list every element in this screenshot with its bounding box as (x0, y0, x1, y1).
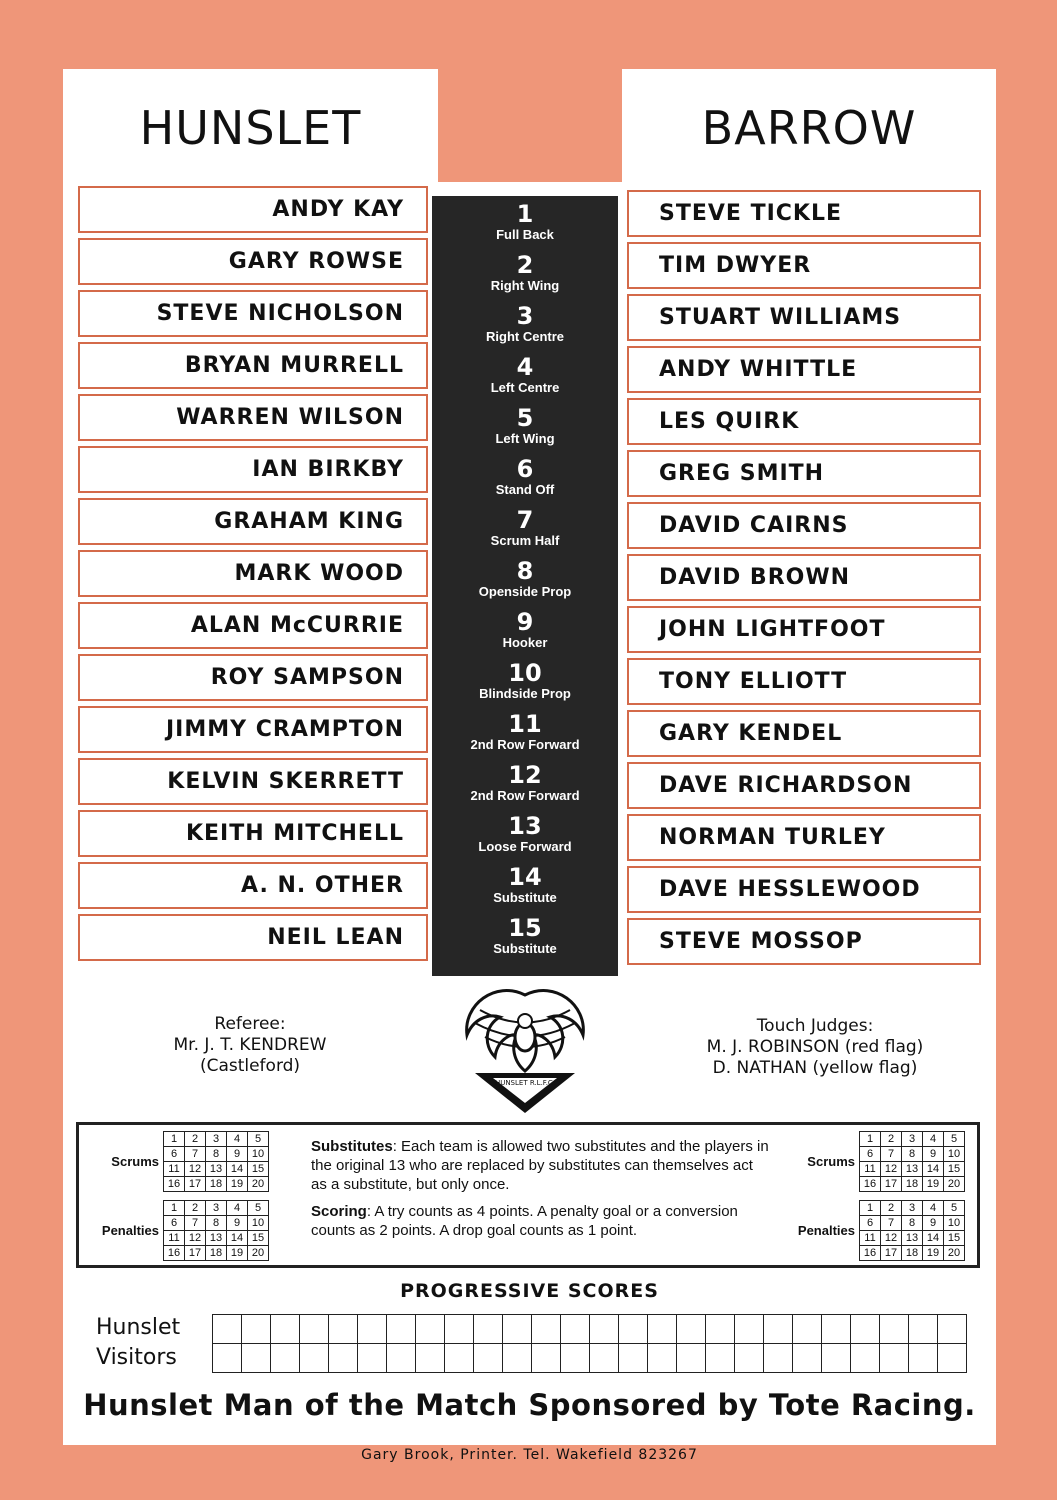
penalties-label: Penalties (797, 1223, 855, 1238)
score-box (648, 1315, 677, 1344)
grid-cell: 16 (860, 1177, 881, 1192)
score-box (677, 1315, 706, 1344)
score-box (735, 1315, 764, 1344)
grid-cell: 3 (206, 1201, 227, 1216)
grid-cell: 8 (206, 1147, 227, 1162)
position-number: 6 (516, 455, 534, 483)
number-grid (163, 1200, 269, 1261)
position-number: 15 (508, 914, 542, 942)
away-player-row: TONY ELLIOTT (627, 658, 981, 705)
position-item (432, 451, 618, 502)
grid-cell: 17 (185, 1246, 206, 1261)
score-box (329, 1315, 358, 1344)
score-box (445, 1344, 474, 1373)
grid-cell: 16 (860, 1246, 881, 1261)
touch-judge-2: D. NATHAN (yellow flag) (712, 1058, 918, 1078)
scrums-label: Scrums (111, 1154, 159, 1169)
home-team-title: HUNSLET (63, 69, 438, 187)
away-player-row: GARY KENDEL (627, 710, 981, 757)
grid-cell: 1 (860, 1201, 881, 1216)
grid-cell: 12 (881, 1231, 902, 1246)
score-box (822, 1344, 851, 1373)
position-item (432, 400, 618, 451)
score-box (358, 1344, 387, 1373)
score-box (474, 1344, 503, 1373)
position-label: Blindside Prop (479, 686, 571, 701)
grid-cell: 14 (227, 1162, 248, 1177)
grid-cell: 7 (185, 1216, 206, 1231)
grid-cell: 2 (881, 1201, 902, 1216)
score-box (532, 1315, 561, 1344)
grid-cell: 9 (227, 1147, 248, 1162)
grid-cell: 18 (206, 1246, 227, 1261)
away-penalties-grid (779, 1200, 965, 1261)
scoring-text: : A try counts as 4 points. A penalty goal or a conversion counts as 2 points. A drop goal counts as 1 point. (311, 1203, 738, 1239)
away-team-title: BARROW (622, 69, 996, 187)
home-player-row: ANDY KAY (78, 186, 428, 233)
score-box (590, 1315, 619, 1344)
score-box (503, 1315, 532, 1344)
grid-cell: 19 (227, 1177, 248, 1192)
home-scrums-grid (83, 1131, 269, 1192)
touch-judges-block (640, 1016, 990, 1079)
grid-cell: 6 (164, 1216, 185, 1231)
home-player-row: MARK WOOD (78, 550, 428, 597)
printer-credit: Gary Brook, Printer. Tel. Wakefield 823267 (361, 1447, 698, 1463)
away-player-row: LES QUIRK (627, 398, 981, 445)
home-penalties-grid (83, 1200, 269, 1261)
score-box (735, 1344, 764, 1373)
touch-judges-heading: Touch Judges: (756, 1016, 874, 1036)
position-item (432, 706, 618, 757)
away-player-row: DAVID CAIRNS (627, 502, 981, 549)
position-label: Substitute (493, 890, 557, 905)
position-number: 2 (516, 251, 534, 279)
position-label: Right Centre (486, 329, 564, 344)
grid-cell: 20 (248, 1246, 269, 1261)
home-player-row: GARY ROWSE (78, 238, 428, 285)
position-number: 14 (508, 863, 542, 891)
score-box (619, 1344, 648, 1373)
grid-cell: 20 (248, 1177, 269, 1192)
grid-cell: 18 (902, 1177, 923, 1192)
away-player-row: STUART WILLIAMS (627, 294, 981, 341)
position-number: 7 (516, 506, 534, 534)
number-grid (859, 1200, 965, 1261)
away-scrums-grid (779, 1131, 965, 1192)
grid-cell: 17 (881, 1246, 902, 1261)
grid-cell: 10 (944, 1216, 965, 1231)
grid-cell: 14 (923, 1162, 944, 1177)
score-box (648, 1344, 677, 1373)
grid-cell: 8 (902, 1216, 923, 1231)
rules-text (311, 1137, 771, 1248)
grid-cell: 1 (164, 1132, 185, 1147)
position-item (432, 859, 618, 910)
home-player-row: IAN BIRKBY (78, 446, 428, 493)
grid-cell: 10 (248, 1216, 269, 1231)
grid-cell: 1 (860, 1132, 881, 1147)
positions-panel (432, 196, 618, 976)
grid-cell: 18 (206, 1177, 227, 1192)
position-number: 8 (516, 557, 534, 585)
position-item (432, 604, 618, 655)
grid-cell: 5 (248, 1132, 269, 1147)
position-label: Openside Prop (478, 584, 572, 599)
away-player-row: TIM DWYER (627, 242, 981, 289)
grid-cell: 4 (923, 1201, 944, 1216)
grid-cell: 13 (902, 1162, 923, 1177)
score-box (329, 1344, 358, 1373)
position-label: Hooker (502, 635, 548, 650)
position-label: Loose Forward (478, 839, 572, 854)
visitors-score-label: Visitors (96, 1345, 177, 1370)
score-box (909, 1344, 938, 1373)
score-box (677, 1344, 706, 1373)
home-lineup (78, 186, 428, 966)
home-player-row: KELVIN SKERRETT (78, 758, 428, 805)
score-box (619, 1315, 648, 1344)
away-player-row: DAVID BROWN (627, 554, 981, 601)
position-number: 13 (508, 812, 542, 840)
touch-judge-1: M. J. ROBINSON (red flag) (706, 1037, 924, 1057)
grid-cell: 5 (944, 1132, 965, 1147)
grid-cell: 16 (164, 1177, 185, 1192)
score-box (851, 1315, 880, 1344)
score-box (213, 1344, 242, 1373)
position-label: Left Wing (495, 431, 555, 446)
grid-cell: 20 (944, 1177, 965, 1192)
position-label: Scrum Half (490, 533, 560, 548)
grid-cell: 2 (185, 1132, 206, 1147)
away-player-row: STEVE TICKLE (627, 190, 981, 237)
grid-cell: 12 (881, 1162, 902, 1177)
away-player-row: GREG SMITH (627, 450, 981, 497)
score-box (851, 1344, 880, 1373)
home-player-row: A. N. OTHER (78, 862, 428, 909)
score-box (445, 1315, 474, 1344)
grid-cell: 6 (164, 1147, 185, 1162)
penalties-label: Penalties (101, 1223, 159, 1238)
grid-cell: 9 (227, 1216, 248, 1231)
score-box (822, 1315, 851, 1344)
position-item (432, 247, 618, 298)
score-box (561, 1344, 590, 1373)
grid-cell: 11 (860, 1162, 881, 1177)
score-box (793, 1344, 822, 1373)
grid-cell: 1 (164, 1201, 185, 1216)
grid-cell: 5 (248, 1201, 269, 1216)
score-box (474, 1315, 503, 1344)
score-box (358, 1315, 387, 1344)
grid-cell: 13 (902, 1231, 923, 1246)
referee-heading: Referee: (214, 1014, 286, 1034)
grid-cell: 4 (227, 1201, 248, 1216)
grid-cell: 7 (881, 1216, 902, 1231)
score-box (706, 1315, 735, 1344)
grid-cell: 14 (227, 1231, 248, 1246)
scoring-rule (311, 1202, 771, 1240)
grid-cell: 13 (206, 1162, 227, 1177)
position-item (432, 298, 618, 349)
home-player-row: BRYAN MURRELL (78, 342, 428, 389)
position-item (432, 910, 618, 961)
position-item (432, 808, 618, 859)
grid-cell: 2 (881, 1132, 902, 1147)
substitutes-text: : Each team is allowed two substitutes and the players in the original 13 who are replaced by substitutes can themselves act as a substitute, but only once. (311, 1138, 769, 1193)
referee-block (130, 1014, 370, 1077)
position-number: 5 (516, 404, 534, 432)
position-number: 4 (516, 353, 534, 381)
grid-cell: 5 (944, 1201, 965, 1216)
position-item (432, 655, 618, 706)
grid-cell: 13 (206, 1231, 227, 1246)
position-number: 10 (508, 659, 542, 687)
grid-cell: 2 (185, 1201, 206, 1216)
position-label: Substitute (493, 941, 557, 956)
away-player-row: STEVE MOSSOP (627, 918, 981, 965)
crest-text: HUNSLET R.L.F.C. (494, 1079, 556, 1087)
score-box (213, 1315, 242, 1344)
home-player-row: ROY SAMPSON (78, 654, 428, 701)
score-box (706, 1344, 735, 1373)
score-box (242, 1344, 271, 1373)
grid-cell: 4 (227, 1132, 248, 1147)
position-number: 12 (508, 761, 542, 789)
number-grid (859, 1131, 965, 1192)
position-item (432, 196, 618, 247)
home-player-row: STEVE NICHOLSON (78, 290, 428, 337)
grid-cell: 12 (185, 1162, 206, 1177)
club-crest-icon (455, 975, 595, 1115)
grid-cell: 10 (944, 1147, 965, 1162)
position-item (432, 349, 618, 400)
score-box (590, 1344, 619, 1373)
grid-cell: 20 (944, 1246, 965, 1261)
position-label: 2nd Row Forward (470, 737, 580, 752)
grid-cell: 7 (185, 1147, 206, 1162)
position-label: Right Wing (490, 278, 560, 293)
away-player-row: JOHN LIGHTFOOT (627, 606, 981, 653)
number-grid (163, 1131, 269, 1192)
grid-cell: 19 (923, 1177, 944, 1192)
away-player-row: DAVE HESSLEWOOD (627, 866, 981, 913)
grid-cell: 10 (248, 1147, 269, 1162)
score-box (416, 1344, 445, 1373)
grid-cell: 17 (185, 1177, 206, 1192)
grid-cell: 3 (206, 1132, 227, 1147)
position-number: 11 (508, 710, 542, 738)
grid-cell: 19 (923, 1246, 944, 1261)
position-number: 9 (516, 608, 534, 636)
grid-cell: 7 (881, 1147, 902, 1162)
score-box (793, 1315, 822, 1344)
grid-cell: 3 (902, 1201, 923, 1216)
grid-cell: 15 (944, 1162, 965, 1177)
referee-name: Mr. J. T. KENDREW (173, 1035, 327, 1055)
position-item (432, 757, 618, 808)
position-label: Full Back (496, 227, 554, 242)
progressive-score-grid (212, 1314, 967, 1373)
scoring-heading: Scoring (311, 1203, 367, 1220)
grid-cell: 18 (902, 1246, 923, 1261)
grid-cell: 6 (860, 1147, 881, 1162)
scrums-label: Scrums (807, 1154, 855, 1169)
away-player-row: NORMAN TURLEY (627, 814, 981, 861)
grid-cell: 19 (227, 1246, 248, 1261)
grid-cell: 11 (164, 1162, 185, 1177)
grid-cell: 3 (902, 1132, 923, 1147)
score-box (416, 1315, 445, 1344)
position-number: 1 (516, 200, 534, 228)
grid-cell: 11 (164, 1231, 185, 1246)
away-lineup (627, 190, 981, 970)
grid-cell: 15 (944, 1231, 965, 1246)
grid-cell: 12 (185, 1231, 206, 1246)
sponsor-line: Hunslet Man of the Match Sponsored by Tote Racing. (83, 1388, 976, 1422)
away-player-row: ANDY WHITTLE (627, 346, 981, 393)
score-box (938, 1344, 967, 1373)
home-player-row: JIMMY CRAMPTON (78, 706, 428, 753)
grid-cell: 15 (248, 1231, 269, 1246)
position-number: 3 (516, 302, 534, 330)
grid-cell: 17 (881, 1177, 902, 1192)
score-box (271, 1315, 300, 1344)
home-player-row: ALAN McCURRIE (78, 602, 428, 649)
score-box (532, 1344, 561, 1373)
score-box (300, 1344, 329, 1373)
away-player-row: DAVE RICHARDSON (627, 762, 981, 809)
grid-cell: 4 (923, 1132, 944, 1147)
grid-cell: 8 (206, 1216, 227, 1231)
position-label: Stand Off (495, 482, 555, 497)
position-item (432, 553, 618, 604)
home-score-label: Hunslet (96, 1315, 181, 1340)
home-player-row: NEIL LEAN (78, 914, 428, 961)
position-item (432, 502, 618, 553)
home-player-row: KEITH MITCHELL (78, 810, 428, 857)
score-box (503, 1344, 532, 1373)
score-box (909, 1315, 938, 1344)
substitutes-heading: Substitutes (311, 1138, 393, 1155)
position-label: Left Centre (490, 380, 560, 395)
score-box (561, 1315, 590, 1344)
substitutes-rule (311, 1137, 771, 1194)
grid-cell: 9 (923, 1147, 944, 1162)
score-box (764, 1344, 793, 1373)
home-player-row: GRAHAM KING (78, 498, 428, 545)
grid-cell: 6 (860, 1216, 881, 1231)
grid-cell: 9 (923, 1216, 944, 1231)
rules-box (76, 1122, 980, 1268)
score-box (387, 1344, 416, 1373)
score-box (880, 1315, 909, 1344)
score-box (880, 1344, 909, 1373)
score-box (387, 1315, 416, 1344)
score-box (271, 1344, 300, 1373)
score-box (938, 1315, 967, 1344)
home-player-row: WARREN WILSON (78, 394, 428, 441)
grid-cell: 14 (923, 1231, 944, 1246)
grid-cell: 15 (248, 1162, 269, 1177)
score-box (242, 1315, 271, 1344)
score-box (300, 1315, 329, 1344)
grid-cell: 16 (164, 1246, 185, 1261)
position-label: 2nd Row Forward (470, 788, 580, 803)
score-box (764, 1315, 793, 1344)
progressive-scores-title: PROGRESSIVE SCORES (400, 1280, 659, 1302)
grid-cell: 11 (860, 1231, 881, 1246)
referee-town: (Castleford) (199, 1056, 301, 1076)
grid-cell: 8 (902, 1147, 923, 1162)
